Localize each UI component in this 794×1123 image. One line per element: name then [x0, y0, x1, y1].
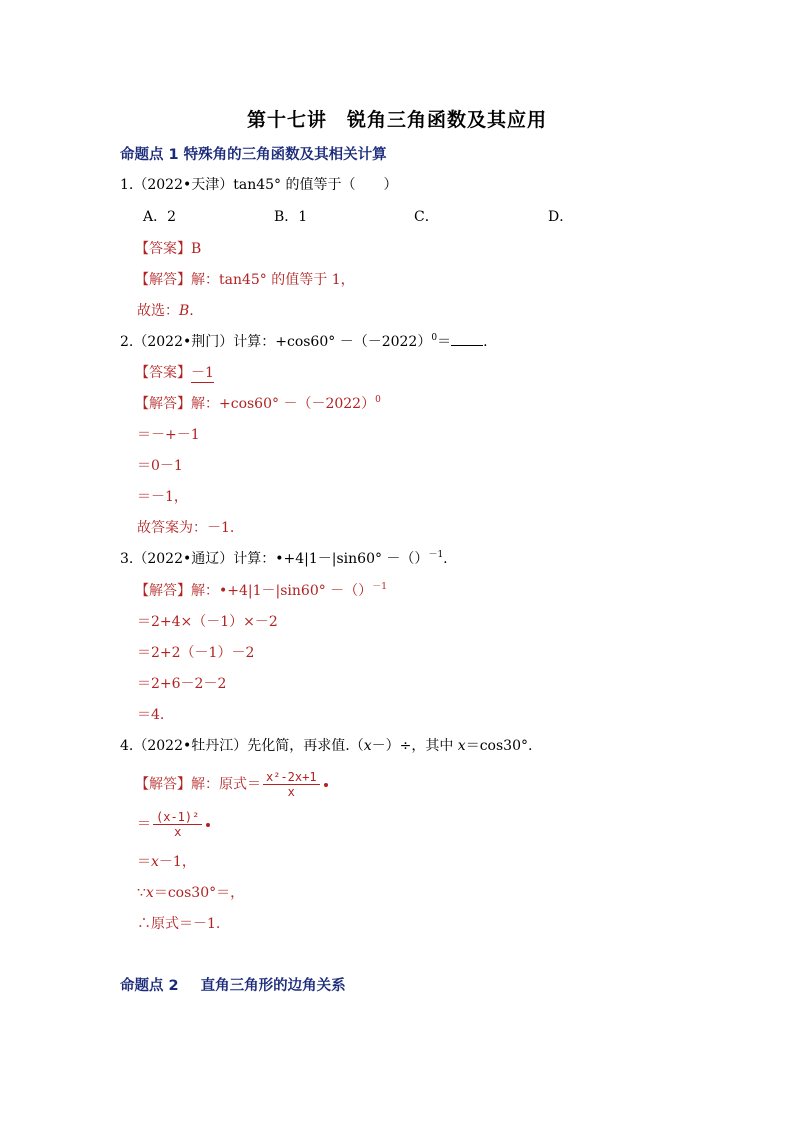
question-4-step-4 — [137, 884, 244, 902]
question-1-conclusion — [137, 302, 194, 320]
question-3-end: . — [443, 551, 448, 567]
fraction-1 — [263, 770, 320, 799]
fraction-numerator: x²-2x+1 — [263, 770, 320, 785]
question-3-step-3: ＝2+6－2－2 — [137, 676, 227, 692]
fraction-2 — [153, 810, 202, 839]
solution-exponent: －1 — [372, 582, 387, 592]
solution-text: 解：+cos60° －（－2022） — [191, 396, 376, 412]
question-2-solution — [135, 395, 381, 415]
question-1-solution — [135, 271, 355, 289]
question-1-answer — [135, 240, 201, 258]
question-3-step-1: ＝2+4×（－1）×－2 — [137, 614, 278, 630]
question-3-step-4: ＝4. — [137, 707, 165, 723]
variable-x: x — [457, 738, 466, 754]
solution-text: 解：•+4|1－|sin60° －（） — [191, 583, 373, 599]
answer-value: －1 — [191, 365, 214, 381]
question-3-step-2: ＝2+2（－1）－2 — [137, 645, 255, 661]
question-2-text — [120, 333, 488, 353]
question-4-middle: －）÷，其中 — [371, 738, 458, 754]
question-2-step-3: ＝－1， — [137, 489, 188, 505]
question-3-solution — [135, 582, 387, 602]
solution-label: 【解答】 — [135, 583, 191, 599]
section-label: 命题点 2 — [120, 978, 179, 994]
dot-icon — [206, 823, 210, 827]
answer-label: 【答案】 — [135, 365, 191, 381]
solution-text: 解：原式＝ — [191, 776, 261, 793]
section-heading-2 — [120, 977, 346, 995]
fraction-denominator: x — [287, 785, 295, 799]
question-2-body: 2.（2022•荆门）计算：+cos60° －（－2022） — [120, 334, 432, 350]
question-4-step-5: ∴原式＝－1. — [137, 916, 221, 932]
conclusion-prefix: 故选： — [137, 303, 179, 319]
section-title: 直角三角形的边角关系 — [200, 978, 346, 994]
step-suffix: －1， — [158, 854, 196, 870]
solution-label: 【解答】 — [135, 776, 191, 793]
conclusion-suffix: . — [189, 303, 194, 319]
because-symbol: ∵ — [137, 885, 146, 901]
section-heading-1: 命题点 1 特殊角的三角函数及其相关计算 — [120, 147, 387, 163]
solution-label: 【解答】 — [135, 396, 191, 412]
question-1-option-b: B．1 — [274, 209, 308, 225]
fraction-numerator: (x-1)² — [153, 810, 202, 825]
step-prefix: ＝ — [137, 854, 151, 870]
question-4-text — [120, 737, 532, 755]
variable-x: x — [363, 738, 372, 754]
variable-x: x — [145, 885, 154, 901]
question-4-step-3 — [137, 853, 196, 871]
question-4-prefix: 4.（2022•牡丹江）先化简，再求值.（ — [120, 738, 364, 754]
answer-blank — [451, 333, 483, 346]
answer-value: B — [191, 241, 202, 257]
solution-exponent: 0 — [375, 395, 381, 405]
dot-icon — [324, 783, 328, 787]
question-2-conclusion: 故答案为：－1. — [137, 520, 235, 536]
question-2-end: . — [483, 334, 488, 350]
step-suffix: ＝cos30°＝， — [153, 885, 245, 901]
question-3-exponent: －1 — [428, 550, 444, 560]
step-prefix: ＝ — [137, 816, 151, 833]
conclusion-value: B — [179, 303, 190, 319]
question-1-option-d: D． — [548, 209, 574, 225]
question-1-option-c: C． — [414, 209, 439, 225]
question-4-step-2 — [137, 810, 210, 839]
page-title: 第十七讲 锐角三角函数及其应用 — [246, 109, 547, 131]
question-1-option-a: A．2 — [143, 209, 177, 225]
solution-label: 【解答】 — [135, 272, 191, 288]
solution-text: 解：tan45° 的值等于 1， — [191, 272, 355, 288]
question-3-body: 3.（2022•通辽）计算：•+4|1－|sin60° －（） — [120, 551, 429, 567]
answer-label: 【答案】 — [135, 241, 191, 257]
question-1-text: 1.（2022•天津）tan45° 的值等于（ ） — [120, 177, 398, 193]
question-3-text — [120, 550, 448, 570]
question-2-answer — [135, 364, 214, 383]
question-2-equals: ＝ — [437, 334, 452, 350]
question-2-step-1: ＝－+－1 — [137, 427, 200, 443]
question-4-solution — [135, 770, 328, 799]
fraction-denominator: x — [174, 825, 182, 839]
question-4-suffix: ＝cos30°. — [465, 738, 533, 754]
variable-x: x — [151, 854, 159, 870]
question-2-step-2: ＝0－1 — [137, 458, 183, 474]
question-2-exponent: 0 — [431, 333, 438, 343]
